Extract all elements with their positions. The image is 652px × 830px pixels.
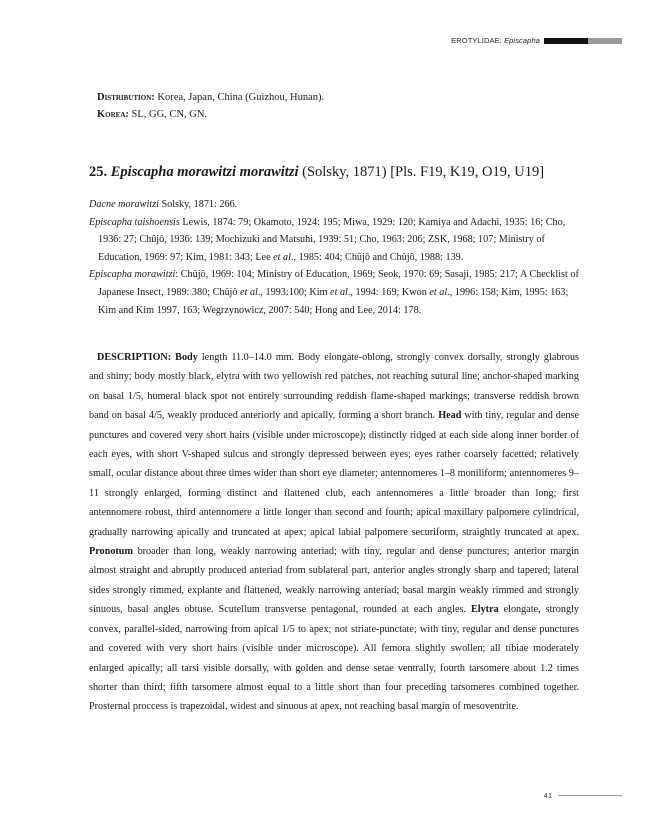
running-head bbox=[451, 36, 622, 45]
synonymy-list bbox=[89, 196, 579, 319]
running-head-bar-grey bbox=[588, 38, 622, 44]
running-head-text bbox=[451, 36, 540, 45]
synonym-refs: Lewis, 1874: 79; Okamoto, 1924: 195; Miwa, 1929: 120; Kamiya and Adachi, 1935: 16; Cho, 1936: 27; Chûjô, 1936: 139; Mochizuki and Matsuhi, 1939: 51; Cho, 1963: 206; ZSK, 1968; 107; Ministry of Education, 1969: 97; Kim, 1981: 343; Lee bbox=[98, 216, 566, 263]
synonym-etal: et al bbox=[273, 251, 291, 263]
head-label: Head bbox=[438, 410, 462, 422]
synonym-taxon: Episcapha taishoensis bbox=[89, 216, 180, 228]
running-head-bar-black bbox=[544, 38, 588, 44]
running-head-genus: Episcapha bbox=[504, 36, 540, 45]
synonym-refs: ., 1996: 158; Kim, 1995: 163; Kim and Kim 1997, 163; Wegrzynowicz, 2007: 540; Hong and Lee, 2014: 178. bbox=[98, 286, 569, 316]
species-name: Episcapha morawitzi morawitzi bbox=[110, 164, 299, 180]
synonym-taxon: Dacne morawitzi bbox=[89, 199, 159, 210]
distribution-block bbox=[97, 89, 324, 123]
korea-line bbox=[97, 106, 324, 123]
footer-rule bbox=[558, 795, 622, 796]
pronotum-text: broader than long, weakly narrowing anteriad; with tiny, regular and dense punctures; anterior margin almost straight and abruptly produced anteriad from sublateral part, anterior angles strongly sharp and tapered; lateral sides strongly rimmed, explante and flattened, weakly narrowing anteriad; basal margin weakly rimmed and strongly sinuous, basal angles obtuse. Scutellum transverse pentagonal, rounded at each angles. bbox=[89, 546, 579, 616]
running-head-family: EROTYLIDAE: bbox=[451, 36, 505, 45]
species-authority-plates: (Solsky, 1871) [Pls. F19, K19, O19, U19] bbox=[298, 164, 545, 180]
description-label: DESCRIPTION: bbox=[97, 352, 172, 363]
body-label: Body bbox=[175, 352, 198, 363]
pronotum-label: Pronotum bbox=[89, 546, 133, 558]
synonymy-entry bbox=[89, 196, 579, 214]
synonym-etal: et al bbox=[240, 286, 258, 298]
description-paragraph bbox=[89, 348, 579, 717]
korea-text: SL, GG, CN, GN. bbox=[128, 109, 208, 120]
korea-label: Korea: bbox=[97, 109, 129, 120]
page-footer bbox=[544, 791, 622, 800]
distribution-text: Korea, Japan, China (Guizhou, Hunan). bbox=[154, 92, 325, 103]
synonym-refs: ., 1985: 404; Chûjô and Chûjô, 1988: 139. bbox=[290, 251, 464, 263]
elytra-label: Elytra bbox=[470, 604, 499, 616]
body-text: length 11.0–14.0 mm. Body elongate-oblong, strongly convex dorsally, strongly glabrous and shiny; body mostly black, elytra with two yellowish red patches, not reaching sutural line; anchor-shaped marking on basal 1/5, humeral black spot not entirely surrounding reddish flame-shaped markings; transverse reddish brown band on basal 4/5, weakly produced anteriorly and apically, forming a short branch. bbox=[89, 352, 580, 422]
species-number: 25. bbox=[89, 164, 108, 180]
synonym-refs: ., 1994: 169; Kwon bbox=[347, 286, 430, 298]
distribution-label: Distribution: bbox=[97, 92, 155, 103]
synonym-refs: ., 1993:100; Kim bbox=[257, 286, 331, 298]
head-text: with tiny, regular and dense punctures and covered very short hairs (visible under microscope); distinctly ridged at each side along inner border of each eyes, with short V-shaped sulcus and strongly depressed between eyes; eyes rather coarsely facetted; relatively small, ocular distance about three times wider than short eye diameter; antennomeres 1–8 moniliform; antennomeres 9–11 strongly enlarged, forming distinct and flattened club, each antennomeres a little broader than long; first antennomere robust, third antennomere a little longer than second and fourth; apical maxillary palpomere cylindrical, gradually narrowing apically and truncated at apex; apical labial palpomere securiform, straightly truncated at apex. bbox=[89, 410, 579, 538]
synonym-refs: : Chûjô, 1969: 104; Ministry of Education, 1969; Seok, 1970: 69; Sasaji, 1985: 217; A Checklist of Japanese Insect, 1989: 380; Chûjô bbox=[98, 269, 579, 298]
synonym-refs: Solsky, 1871: 266. bbox=[158, 199, 238, 210]
elytra-text: elongate, strongly convex, parallel-sided, narrowing from apical 1/5 to apex; not striate-punctate; with tiny, regular and dense punctures and covered with very short hairs (visible under microscope). All femora slightly swollen; all tibiae moderately enlarged apically; all tarsi visible dorsally, with golden and dense setae ventrally, fourth tarsomere about 1.2 times shorter than third; fifth tarsomere almost equal to a little short than four preceding tarsomeres combined together. Prosternal proccess is trapezoidal, widest and sinuous at apex, not reaching basal margin of mesoventrite. bbox=[89, 604, 579, 713]
synonym-etal: et al bbox=[429, 286, 448, 298]
synonymy-entry bbox=[89, 214, 579, 267]
species-heading bbox=[89, 164, 544, 181]
synonymy-entry bbox=[89, 266, 579, 319]
page-number: 41 bbox=[543, 791, 552, 800]
distribution-line bbox=[97, 89, 324, 106]
synonym-etal: et al bbox=[330, 286, 348, 298]
synonym-taxon: Episcapha morawitzi bbox=[89, 269, 176, 281]
